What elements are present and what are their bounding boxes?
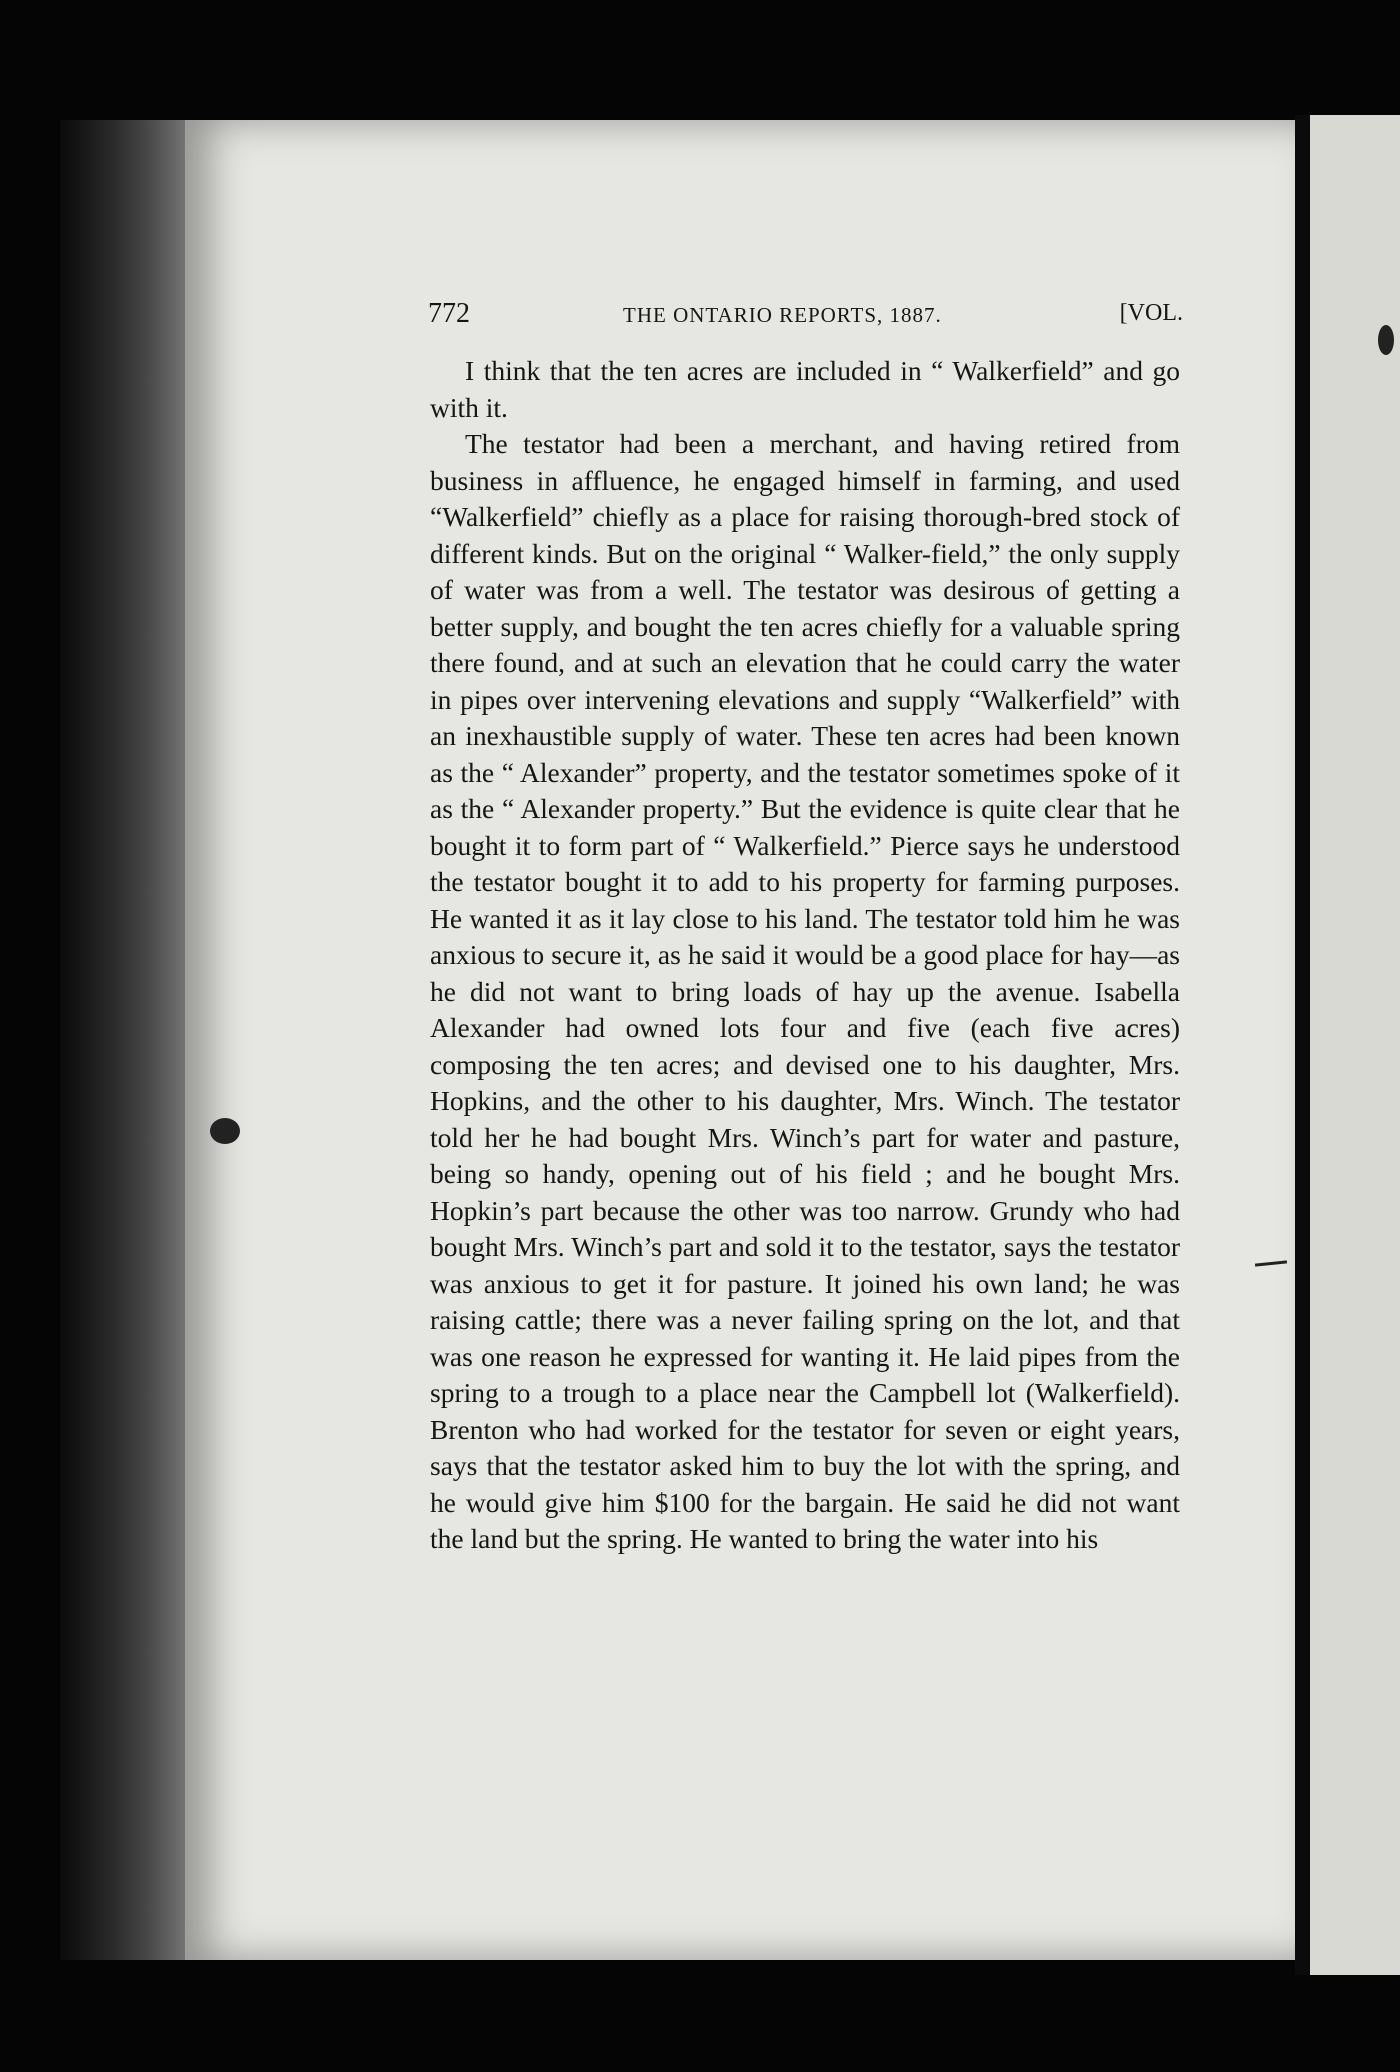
ink-blot [1378,325,1394,355]
volume-label: [VOL. [1119,300,1183,326]
page-gutter-dark [1295,115,1310,1975]
facing-page-edge [1310,115,1400,1975]
paragraph: I think that the ten acres are included in “ Walkerfield” and go with it. [430,355,1180,423]
running-header [428,298,1183,338]
paragraph: The testator had been a merchant, and having retired from business in affluence, he engaged himself in farming, and used “Walkerfield” chiefly as a place for raising thorough-bred stock of different kinds. But on the original “ Walker-field,” the only supply of water was from a well. The testator was desirous of getting a better supply, and bought the ten acres chiefly for a valuable spring there found, and at such an elevation that he could carry the water in pipes over intervening elevations and supply “Walkerfield” with an inexhaustible supply of water. These ten acres had been known as the “ Alexander” property, and the testator sometimes spoke of it as the “ Alexander property.” But the evidence is quite clear that he bought it to form part of “ Walkerfield.” Pierce says he understood the testator bought it to add to his property for farming purposes. He wanted it as it lay close to his land. The testator told him he was anxious to secure it, as he said it would be a good place for hay—as he did not want to bring loads of hay up the avenue. Isabella Alexander had owned lots four and five (each five acres) composing the ten acres; and devised one to his daughter, Mrs. Hopkins, and the other to his daughter, Mrs. Winch. The testator told her he had bought Mrs. Winch’s part for water and pasture, being so handy, opening out of his field ; and he bought Mrs. Hopkin’s part because the other was too narrow. Grundy who had bought Mrs. Winch’s part and sold it to the testator, says the testator was anxious to get it for pasture. It joined his own land; he was raising cattle; there was a never failing spring on the lot, and that was one reason he expressed for wanting it. He laid pipes from the spring to a trough to a place near the Campbell lot (Walkerfield). Brenton who had worked for the testator for seven or eight years, says that the testator asked him to buy the lot with the spring, and he would give him $100 for the bargain. He said he did not want the land but the spring. He wanted to bring the water into his [430,428,1180,1554]
running-title: THE ONTARIO REPORTS, 1887. [623,303,942,327]
page-number: 772 [428,298,470,329]
ink-blot [210,1118,240,1144]
body-text [430,353,1180,1558]
